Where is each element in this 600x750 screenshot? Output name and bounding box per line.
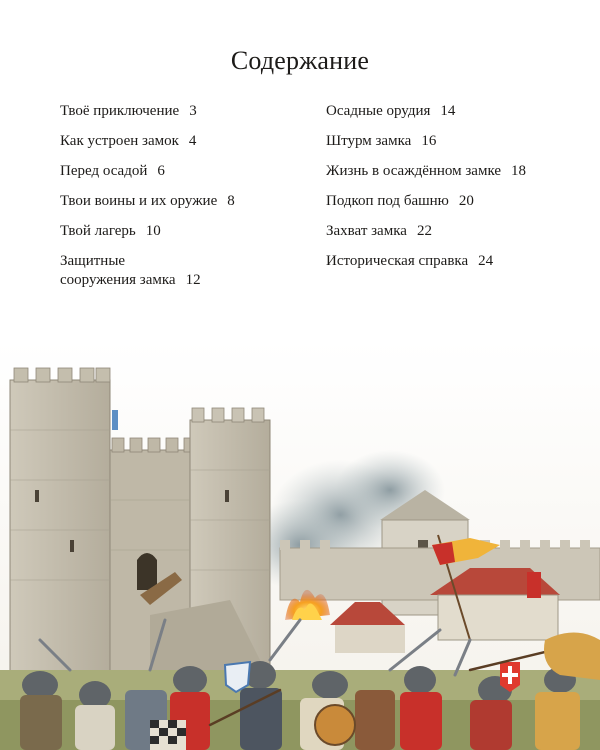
toc-label: Как устроен замок	[60, 133, 179, 149]
toc-left-column	[60, 102, 310, 292]
toc-page-number: 6	[157, 163, 165, 179]
toc-label: Штурм замка	[326, 133, 412, 149]
toc-item-defenses[interactable]	[60, 252, 310, 292]
toc-label: Подкоп под башню	[326, 193, 449, 209]
shield-round	[315, 705, 355, 745]
toc-item-siege-engines[interactable]	[326, 102, 586, 132]
toc-page-number: 14	[440, 103, 456, 119]
toc-label: Твои воины и их оружие	[60, 193, 218, 209]
toc-label: Осадные орудия	[326, 103, 431, 119]
toc-label: Историческая справка	[326, 253, 469, 269]
toc-label: Захват замка	[326, 223, 407, 239]
toc-item-castle-structure[interactable]	[60, 132, 310, 162]
toc-page-number: 4	[188, 133, 197, 149]
toc-item-life-in-castle[interactable]	[326, 162, 586, 192]
toc-page-number: 10	[145, 223, 161, 239]
toc-page-number: 22	[416, 223, 432, 239]
toc-page-number: 24	[478, 253, 494, 269]
toc-label-line1: Защитные	[60, 253, 126, 269]
toc-right-column	[326, 102, 586, 282]
toc-item-warriors-weapons[interactable]	[60, 192, 310, 222]
toc-label: Твой лагерь	[60, 223, 136, 239]
toc-page-number: 20	[458, 193, 474, 209]
page-title: Содержание	[230, 46, 370, 75]
toc-page-number: 16	[421, 133, 437, 149]
toc-item-camp[interactable]	[60, 222, 310, 252]
toc-page-number: 18	[511, 163, 527, 179]
toc-page-number: 12	[185, 272, 201, 288]
toc-item-capture[interactable]	[326, 222, 586, 252]
toc-item-adventure[interactable]	[60, 102, 310, 132]
castle-siege-illustration	[0, 340, 600, 750]
toc-label: Жизнь в осаждённом замке	[326, 163, 502, 179]
toc-item-assault[interactable]	[326, 132, 586, 162]
toc-item-tunnel[interactable]	[326, 192, 586, 222]
shield-checkered	[150, 720, 186, 750]
toc-label: Перед осадой	[60, 163, 148, 179]
toc-item-history[interactable]	[326, 252, 586, 282]
toc-label: Твоё приключение	[60, 103, 180, 119]
toc-page-number: 8	[227, 193, 235, 209]
toc-page-number: 3	[189, 103, 197, 119]
toc-label-line2: сооружения замка	[60, 272, 176, 288]
toc-item-before-siege[interactable]	[60, 162, 310, 192]
